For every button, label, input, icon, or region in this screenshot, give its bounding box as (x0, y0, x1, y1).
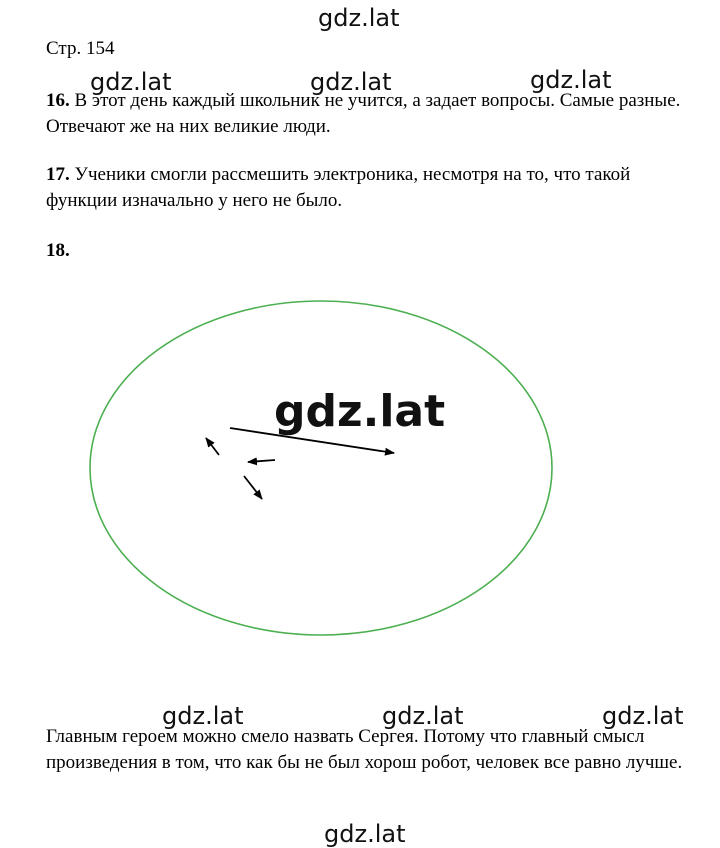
watermark-row1-left: gdz.lat (90, 68, 172, 96)
watermark-top: gdz.lat (318, 4, 400, 32)
item-16-number: 16. (46, 90, 70, 111)
conclusion-paragraph: Главным героем можно смело назвать Сергея. Потому что главный смысл произведения в том, что как бы не был хорош робот, человек все равно лучше. (46, 726, 683, 773)
watermark-row2-right: gdz.lat (602, 702, 684, 730)
green-ellipse (90, 301, 552, 635)
item-17-text: Ученики смогли рассмешить электроника, несмотря на то, что такой функции изначально у него не было. (46, 164, 631, 211)
item-18-number: 18. (46, 240, 70, 261)
watermark-row2-center: gdz.lat (382, 702, 464, 730)
watermark-bottom: gdz.lat (324, 820, 406, 848)
watermark-row2-left: gdz.lat (162, 702, 244, 730)
item-16-text: В этот день каждый школьник не учится, а задает вопросы. Самые разные. Отвечают же на них великие люди. (46, 90, 681, 137)
watermark-row1-right: gdz.lat (530, 66, 612, 94)
arrow-up-left (206, 438, 219, 455)
arrow-left (248, 460, 275, 462)
watermark-row1-center: gdz.lat (310, 68, 392, 96)
arrow-down-right (244, 476, 262, 499)
watermark-center-large: gdz.lat (274, 386, 446, 437)
page-label: Стр. 154 (46, 38, 115, 59)
item-17-number: 17. (46, 164, 70, 185)
